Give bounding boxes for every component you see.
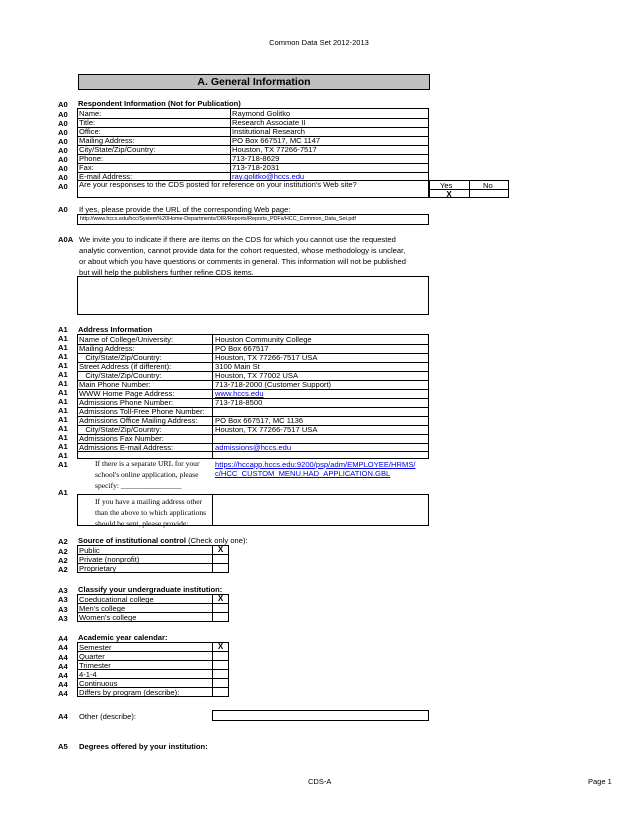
a4-option-label: Semester (79, 643, 112, 652)
a0a-text-line: analytic convention, cannot provide data for the cohort requested, whose methodology is unclear, (79, 246, 406, 255)
address-field-value: Houston Community College (215, 335, 312, 344)
address-field-label: City/State/Zip/Country: (79, 353, 162, 362)
a0-question: Are your responses to the CDS posted for reference on your institution's Web site? (79, 180, 357, 189)
a5-code: A5 (58, 742, 68, 751)
section-code: A3 (58, 605, 68, 614)
address-field-label: Name of College/University: (79, 335, 174, 344)
a4-heading: Academic year calendar: (78, 633, 168, 642)
address-field-label: Admissions Toll-Free Phone Number: (79, 407, 205, 416)
footer-page-number: Page 1 (588, 777, 612, 786)
address-field-label: Main Phone Number: (79, 380, 151, 389)
section-code: A0 (58, 173, 68, 182)
a4-option-label: Trimester (79, 661, 111, 670)
section-code: A0 (58, 155, 68, 164)
respondent-field-label: Name: (79, 109, 102, 118)
address-field-label: Admissions Fax Number: (79, 434, 164, 443)
respondent-field-value: 713-718-2031 (232, 163, 280, 172)
section-code: A1 (58, 488, 68, 497)
a3-heading: Classify your undergraduate institution: (78, 585, 223, 594)
section-code: A1 (58, 325, 68, 334)
address-field-value: 3100 Main St (215, 362, 260, 371)
section-code: A2 (58, 547, 68, 556)
online-app-text-line: If there is a separate URL for your (95, 459, 200, 468)
section-code: A1 (58, 433, 68, 442)
section-code: A1 (58, 361, 68, 370)
a3-option-label: Coeducational college (79, 595, 154, 604)
a1-heading: Address Information (78, 325, 153, 334)
a4-option-checkbox[interactable]: X (217, 642, 224, 651)
a2-option-label: Proprietary (79, 564, 117, 573)
respondent-field-value: 713-718-8629 (232, 154, 280, 163)
section-code: A1 (58, 343, 68, 352)
a2-heading: Source of institutional control (78, 536, 186, 545)
a0a-text-line: or about which you have questions or comments in general. This information will not be published (79, 257, 406, 266)
section-code: A0 (58, 137, 68, 146)
yes-label: Yes (440, 181, 453, 190)
section-code: A4 (58, 653, 68, 662)
section-code: A4 (58, 680, 68, 689)
section-code: A2 (58, 565, 68, 574)
section-code: A1 (58, 451, 68, 460)
online-app-text-line: specify: ________________ (95, 481, 182, 490)
section-code: A0 (58, 100, 68, 109)
footer-center: CDS-A (308, 777, 332, 786)
a4-option-label: Continuous (79, 679, 118, 688)
a4-option-label: Quarter (79, 652, 105, 661)
section-code: A1 (58, 424, 68, 433)
respondent-field-label: Mailing Address: (79, 136, 135, 145)
respondent-field-value: Institutional Research (232, 127, 306, 136)
address-field-value: Houston, TX 77002 USA (215, 371, 299, 380)
section-code: A3 (58, 586, 68, 595)
page-header-title: Common Data Set 2012-2013 (269, 38, 369, 47)
a4-option-label: Differs by program (describe): (79, 688, 180, 697)
address-field-value: 713-718-2000 (Customer Support) (215, 380, 332, 389)
section-code: A2 (58, 537, 68, 546)
address-field-label: Admissions Phone Number: (79, 398, 174, 407)
mailing-text-line: should be sent, please provide: (95, 519, 189, 528)
section-code: A1 (58, 406, 68, 415)
section-code: A4 (58, 643, 68, 652)
a5-heading: Degrees offered by your institution: (79, 742, 208, 751)
address-field-label: Mailing Address: (79, 344, 135, 353)
a2-heading-line (78, 536, 248, 545)
section-code: A0 (58, 128, 68, 137)
address-field-label: Admissions E-mail Address: (79, 443, 174, 452)
a2-option-label: Private (nonprofit) (79, 555, 140, 564)
section-code: A0 (58, 146, 68, 155)
a3-option-label: Men's college (79, 604, 126, 613)
yes-checkbox-mark[interactable]: X (446, 190, 452, 199)
address-field-label: City/State/Zip/Country: (79, 425, 162, 434)
section-code: A0 (58, 119, 68, 128)
address-field-label: Admissions Office Mailing Address: (79, 416, 198, 425)
online-app-url-line[interactable]: c/HCC_CUSTOM_MENU.HAD_APPLICATION.GBL (215, 469, 391, 478)
respondent-field-label: City/State/Zip/Country: (79, 145, 156, 154)
a4-other-code: A4 (58, 712, 68, 721)
section-code: A2 (58, 556, 68, 565)
respondent-field-label: Title: (79, 118, 96, 127)
respondent-field-label: E-mail Address: (79, 172, 133, 181)
a0-url-value[interactable]: http://www.hccs.edu/hcc/System%20Home-Departments/OIR/Reports/Reports_PDFs/HCC_Common_Data_Set.pdf (80, 216, 356, 222)
a0a-text-line: We invite you to indicate if there are items on the CDS for which you cannot use the requested (79, 235, 396, 244)
online-app-text-line: school's online application, please (95, 470, 199, 479)
address-field-value: 713-718-8500 (215, 398, 263, 407)
address-field-value[interactable]: admissions@hccs.edu (215, 443, 292, 452)
a0a-code: A0A (58, 235, 74, 244)
a2-option-checkbox[interactable]: X (217, 545, 224, 554)
a4-other-label: Other (describe): (79, 712, 136, 721)
respondent-field-value: Research Associate II (232, 118, 306, 127)
respondent-field-label: Office: (79, 127, 101, 136)
a0a-comment-box[interactable] (77, 276, 429, 315)
a2-option-label: Public (79, 546, 100, 555)
section-code: A4 (58, 662, 68, 671)
a4-option-label: 4-1-4 (79, 670, 97, 679)
section-code: A0 (58, 182, 68, 191)
a0a-text-line: but will help the publishers further refine CDS items. (79, 268, 254, 277)
respondent-field-label: Fax: (79, 163, 94, 172)
respondent-field-value[interactable]: ray.golitko@hccs.edu (232, 172, 305, 181)
respondent-field-value: PO Box 667517, MC 1147 (232, 136, 321, 145)
section-code: A3 (58, 595, 68, 604)
section-code: A0 (58, 164, 68, 173)
no-label: No (483, 181, 493, 190)
a2-heading-note: (Check only one): (186, 536, 248, 545)
section-code: A1 (58, 388, 68, 397)
online-app-url-line[interactable]: https://hccapp.hccs.edu:9200/psp/adm/EMPLOYEE/HRMS/ (215, 460, 416, 469)
mailing-text-line: If you have a mailing address other (95, 497, 203, 506)
address-field-value: PO Box 667517, MC 1136 (215, 416, 304, 425)
section-code: A1 (58, 397, 68, 406)
respondent-field-value: Houston, TX 77266-7517 (232, 145, 317, 154)
address-field-label: WWW Home Page Address: (79, 389, 175, 398)
respondent-field-label: Phone: (79, 154, 104, 163)
a0-heading: Respondent Information (Not for Publication) (78, 99, 241, 108)
section-code: A3 (58, 614, 68, 623)
section-code: A1 (58, 379, 68, 388)
address-field-label: Street Address (if different): (79, 362, 172, 371)
address-field-value: PO Box 667517 (215, 344, 269, 353)
a4-other-input[interactable] (212, 710, 429, 721)
section-code: A1 (58, 460, 68, 469)
section-code: A0 (58, 110, 68, 119)
section-code: A1 (58, 415, 68, 424)
mailing-text-line: than the above to which applications (95, 508, 207, 517)
section-code: A4 (58, 634, 68, 643)
section-code: A4 (58, 689, 68, 698)
section-code: A4 (58, 671, 68, 680)
section-title: A. General Information (78, 74, 430, 90)
address-field-value: Houston, TX 77266-7517 USA (215, 425, 318, 434)
section-code: A0 (58, 205, 68, 214)
a0-url-question: If yes, please provide the URL of the corresponding Web page: (79, 205, 291, 214)
a3-option-label: Women's college (79, 613, 137, 622)
a3-option-checkbox[interactable]: X (217, 594, 224, 603)
address-field-value[interactable]: www.hccs.edu (215, 389, 264, 398)
section-code: A1 (58, 442, 68, 451)
section-code: A1 (58, 352, 68, 361)
section-code: A1 (58, 370, 68, 379)
respondent-field-value: Raymond Golitko (232, 109, 291, 118)
section-code: A1 (58, 334, 68, 343)
address-field-label: City/State/Zip/Country: (79, 371, 162, 380)
address-field-value: Houston, TX 77266-7517 USA (215, 353, 318, 362)
